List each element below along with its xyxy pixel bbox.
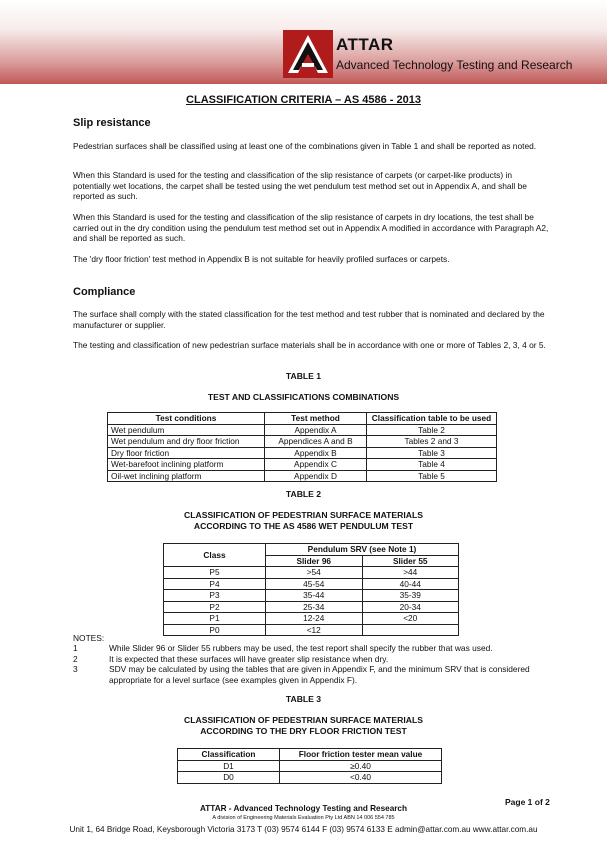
table-cell: 45-54 [266,578,363,590]
brand-name: ATTAR [336,35,394,54]
letterhead-banner [0,0,607,84]
table-cell: D1 [178,760,280,772]
slip-paragraph-4: The 'dry floor friction' test method in Appendix B is not suitable for heavily profiled surfaces or carpets. [73,254,450,264]
table-cell: Oil-wet inclining platform [108,470,265,482]
table-cell: <20 [362,613,459,625]
table-cell: D0 [178,772,280,784]
table-row [178,772,442,784]
table-cell: Appendix D [265,470,367,482]
table3-label: TABLE 3 [285,694,322,704]
table-cell: P0 [164,624,266,636]
table-cell: P3 [164,590,266,602]
note-item [73,654,553,664]
table-header: Test conditions [108,413,265,425]
notes-section [73,633,553,685]
table-cell: P1 [164,613,266,625]
table-cell: Table 3 [367,447,497,459]
compliance-heading: Compliance [73,286,136,298]
table-cell: <12 [266,624,363,636]
table3-title-line2: ACCORDING TO THE DRY FLOOR FRICTION TEST [200,726,407,736]
table-cell: ≥0.40 [280,760,442,772]
table3-title-line1: CLASSIFICATION OF PEDESTRIAN SURFACE MATERIALS [184,715,423,725]
table-row [164,613,459,625]
brand-tagline: Advanced Technology Testing and Research [336,58,573,72]
table-cell: Tables 2 and 3 [367,436,497,448]
note-text: It is expected that these surfaces will have greater slip resistance when dry. [109,653,389,664]
table-cell: Table 5 [367,470,497,482]
page-number: Page 1 of 2 [505,797,550,807]
table-cell: 20-34 [362,601,459,613]
table-header: Pendulum SRV (see Note 1) [266,544,459,556]
table-row [164,567,459,579]
footer-contact: Unit 1, 64 Bridge Road, Keysborough Victoria 3173 T (03) 9574 6144 F (03) 9574 6133 E admin@attar.com.au www.attar.com.au [69,825,538,834]
table-cell: 35-44 [266,590,363,602]
table-row [108,470,497,482]
note-number: 3 [73,664,78,675]
table-header: Slider 96 [266,555,363,567]
table-row [108,424,497,436]
table-row [108,459,497,471]
footer-company: ATTAR - Advanced Technology Testing and Research [200,804,407,813]
table-row [164,578,459,590]
table-cell: Dry floor friction [108,447,265,459]
note-text: SDV may be calculated by using the tables that are given in Appendix F, and the minimum SRV that is considered appropriate for a level surface (see examples given in Appendix F). [109,664,530,685]
compliance-paragraph-2: The testing and classification of new pedestrian surface materials shall be in accordance with one or more of Tables 2, 3, 4 or 5. [73,340,546,350]
table-cell: 25-34 [266,601,363,613]
table-header: Floor friction tester mean value [280,749,442,761]
dry-floor-friction-table [177,748,442,784]
table1-title: TEST AND CLASSIFICATIONS COMBINATIONS [207,392,400,402]
table-cell: Wet-barefoot inclining platform [108,459,265,471]
note-number: 2 [73,653,78,664]
document-title: CLASSIFICATION CRITERIA – AS 4586 - 2013 [186,94,421,106]
table-cell: 12-24 [266,613,363,625]
table-cell: P4 [164,578,266,590]
table2-label: TABLE 2 [285,489,322,499]
compliance-paragraph-1: The surface shall comply with the stated classification for the test method and test rubber that is nominated and declared by the manufacturer or supplier. [73,309,545,330]
test-combinations-table [107,412,497,482]
table-header: Class [164,544,266,567]
notes-heading: NOTES: [73,633,105,643]
slip-resistance-heading: Slip resistance [73,117,151,129]
slip-paragraph-1: Pedestrian surfaces shall be classified using at least one of the combinations given in Table 1 and shall be reported as noted. [73,141,537,151]
table-cell: Table 4 [367,459,497,471]
table-cell: Appendix C [265,459,367,471]
table-cell: Appendices A and B [265,436,367,448]
table-cell: <0.40 [280,772,442,784]
table-cell: Wet pendulum [108,424,265,436]
table1-label: TABLE 1 [285,371,322,381]
table-cell: Appendix B [265,447,367,459]
table-header: Classification table to be used [367,413,497,425]
wet-pendulum-table [163,543,459,636]
note-item [73,664,553,685]
table-cell: >44 [362,567,459,579]
note-item [73,643,553,653]
slip-paragraph-2: When this Standard is used for the testing and classification of the slip resistance of carpets (or carpet-like products) in potentially wet locations, the carpet shall be tested using the wet pendulum test method set out in Appendix A, and shall be reported as such. [73,170,527,202]
table2-title-line2: ACCORDING TO THE AS 4586 WET PENDULUM TEST [193,521,414,531]
table-cell: Appendix A [265,424,367,436]
table-cell: Wet pendulum and dry floor friction [108,436,265,448]
table-row [178,760,442,772]
slip-paragraph-3: When this Standard is used for the testing and classification of the slip resistance of carpets in dry locations, the test shall be carried out in the dry condition using the pendulum test method set out in Appendix A modified in accordance with Paragraph A2, and shall be reported as such. [73,212,549,244]
table-cell: P5 [164,567,266,579]
table-cell: P2 [164,601,266,613]
note-text: While Slider 96 or Slider 55 rubbers may be used, the test report shall specify the rubber that was used. [109,643,493,654]
footer-division: A division of Engineering Materials Evaluation Pty Ltd ABN 14 006 554 785 [212,815,395,821]
note-number: 1 [73,643,78,654]
table-cell: Table 2 [367,424,497,436]
table-header: Test method [265,413,367,425]
attar-logo-icon [283,30,333,78]
table-header: Classification [178,749,280,761]
table-cell: >54 [266,567,363,579]
table-cell: 35-39 [362,590,459,602]
table-row [164,590,459,602]
table-row [108,436,497,448]
table-row [108,447,497,459]
table-cell: 40-44 [362,578,459,590]
table-row [164,601,459,613]
table-header: Slider 55 [362,555,459,567]
table2-title-line1: CLASSIFICATION OF PEDESTRIAN SURFACE MATERIALS [184,510,423,520]
